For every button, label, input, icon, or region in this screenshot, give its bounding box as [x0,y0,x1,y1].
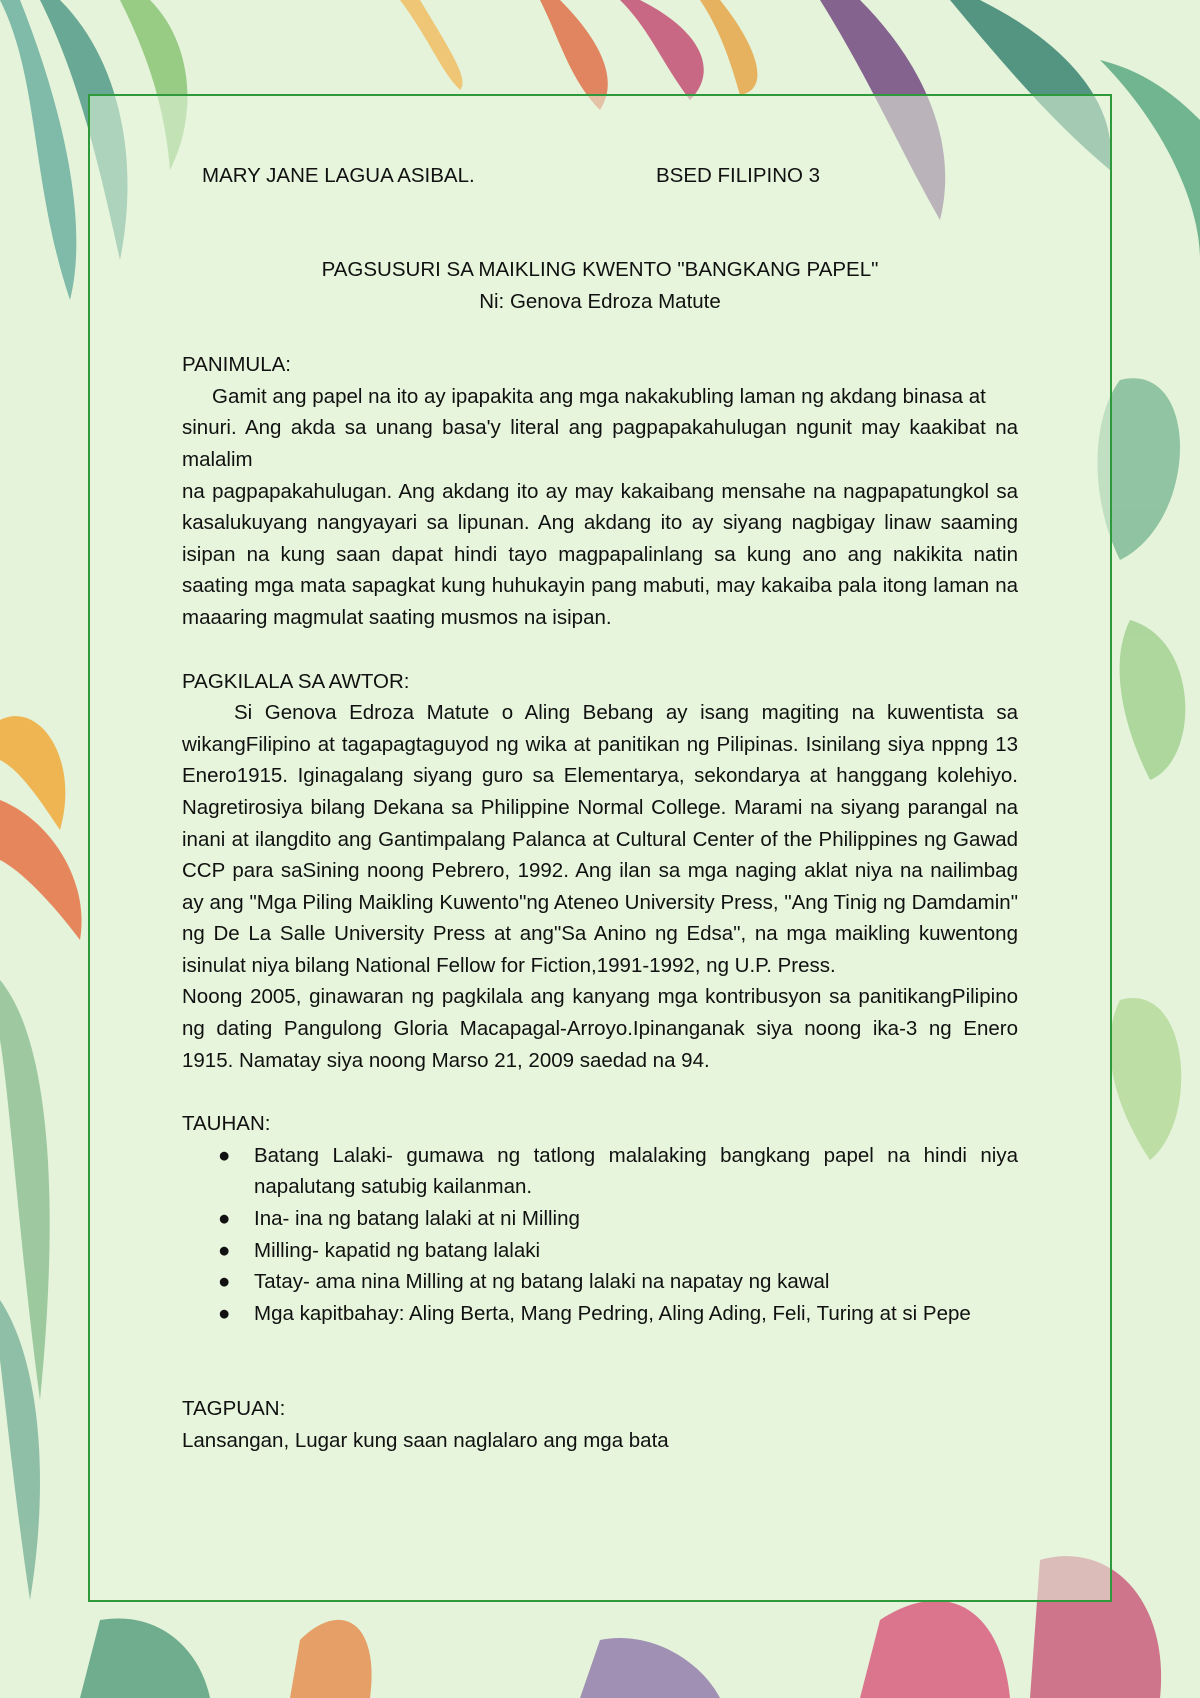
document-body [182,160,1018,1457]
bullet-icon: ● [218,1207,231,1231]
leaf-left-fern [0,980,50,1600]
bullet-icon: ● [218,1301,231,1325]
awtor-heading: PAGKILALA SA AWTOR: [182,669,410,693]
panimula-line-2: sinuri. Ang akda sa unang basa'y literal ang pagpapakahulugan ngunit may kaakibat na malalim [182,416,1018,471]
student-name: MARY JANE LAGUA ASIBAL. [202,164,475,187]
title-main: PAGSUSURI SA MAIKLING KWENTO "BANGKANG PAPEL" [321,258,879,281]
panimula-line-1: Gamit ang papel na ito ay ipapakita ang mga nakakubling laman ng akdang binasa at [212,384,986,408]
tagpuan-heading: TAGPUAN: [182,1397,286,1421]
document-title [182,254,1018,317]
tauhan-list [182,1140,1018,1330]
tagpuan-text: Lansangan, Lugar kung saan naglalaro ang mga bata [182,1429,669,1452]
student-course: BSED FILIPINO 3 [656,164,821,187]
bullet-icon: ● [218,1238,231,1262]
list-item: ● Milling- kapatid ng batang lalaki [182,1235,1018,1267]
bullet-icon: ● [218,1143,231,1167]
list-item: ● Mga kapitbahay: Aling Berta, Mang Pedring, Aling Ading, Feli, Turing at si Pepe [182,1298,1018,1330]
list-item: ● Ina- ina ng batang lalaki at ni Milling [182,1203,1018,1235]
document-header [192,160,1018,192]
list-item: ● Tatay- ama nina Milling at ng batang lalaki na napatay ng kawal [182,1266,1018,1298]
panimula-heading: PANIMULA: [182,353,291,377]
title-author: Ni: Genova Edroza Matute [479,289,721,313]
awtor-paragraph-1: Si Genova Edroza Matute o Aling Bebang ay isang magiting na kuwentista sa wikangFilipino at tagapagtaguyod ng wika at panitikan ng Pilipinas. Isinilang siya nppng 13 Enero1915. Iginagalang siyang guro sa Elementarya, sekondarya at hanggang kolehiyo. Nagretirosiya bilang Dekana sa Philippine Normal College. Marami na siyang parangal na inani at ilangdito ang Gantimpalang Palanca at Cultural Center of the Philippines ng Gawad CCP para saSining noong Pebrero, 1992. Ang ilan sa mga naging aklat niya na nailimbag ay ang "Mga Piling Maikling Kuwento"ng Ateneo University Press, "Ang Tinig ng Damdamin" ng De La Salle University Press at ang"Sa Anino ng Edsa", na mga maikling kuwentong isinulat niya bilang National Fellow for Fiction,1991-1992, ng U.P. Press. [182,701,1018,977]
panimula-line-3: na pagpapakahulugan. Ang akdang ito ay may kakaibang mensahe na nagpapatungkol sa kasalukuyang nangyayari sa lipunan. Ang akdang ito ay siyang nagbigay linaw saaming isipan na kung saan dapat hindi tayo magpapalinlang sa kung ano ang nakikita natin saating mga mata sapagkat kung huhukayin pang mabuti, may kakaiba pala itong laman na maaaring magmulat saating musmos na isipan. [182,479,1018,629]
bullet-icon: ● [218,1270,231,1294]
flower-left-bird-of-paradise [0,716,82,940]
tauhan-heading: TAUHAN: [182,1112,271,1136]
list-item: ● Batang Lalaki- gumawa ng tatlong malalaking bangkang papel na hindi niya napalutang satubig kailanman. [182,1140,1018,1203]
awtor-paragraph-2: Noong 2005, ginawaran ng pagkilala ang kanyang mga kontribusyon sa panitikangPilipino ng dating Pangulong Gloria Macapagal-Arroyo.Ipinanganak siya noong ika-3 ng Enero 1915. Namatay siya noong Marso 21, 2009 saedad na 94. [182,985,1018,1072]
